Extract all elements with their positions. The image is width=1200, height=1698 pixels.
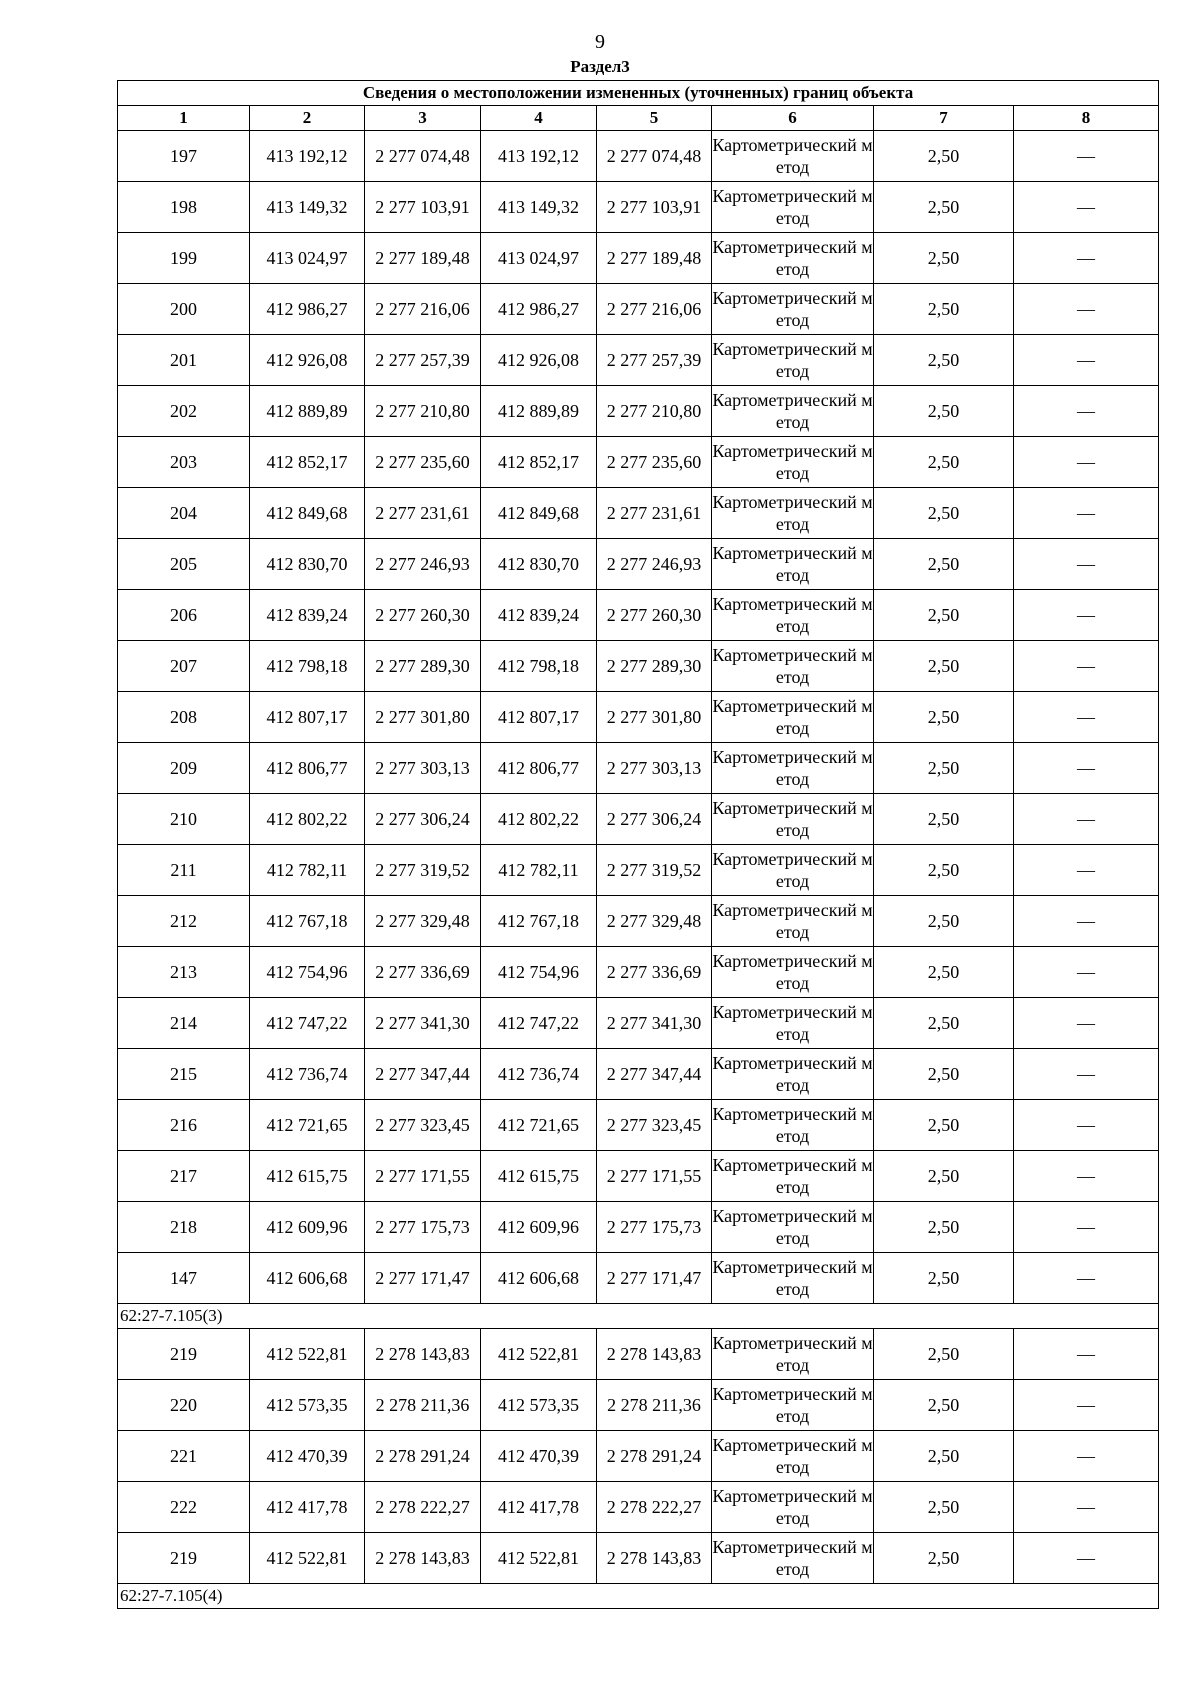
method-cell: Картометрический метод [712, 386, 874, 437]
method-cell: Картометрический метод [712, 1151, 874, 1202]
table-row [118, 386, 1159, 437]
table-row [118, 947, 1159, 998]
description-cell: — [1014, 1533, 1159, 1584]
accuracy-cell: 2,50 [874, 182, 1014, 233]
table-body [118, 131, 1159, 1609]
old-y-cell: 2 278 143,83 [365, 1329, 481, 1380]
method-cell: Картометрический метод [712, 692, 874, 743]
point-number-cell: 207 [118, 641, 250, 692]
description-cell: — [1014, 233, 1159, 284]
column-header: 8 [1014, 106, 1159, 131]
accuracy-cell: 2,50 [874, 1100, 1014, 1151]
old-x-cell: 412 889,89 [250, 386, 365, 437]
table-row [118, 998, 1159, 1049]
table-row [118, 896, 1159, 947]
table-row [118, 1431, 1159, 1482]
old-y-cell: 2 277 336,69 [365, 947, 481, 998]
new-y-cell: 2 277 171,55 [597, 1151, 712, 1202]
description-cell: — [1014, 386, 1159, 437]
point-number-cell: 205 [118, 539, 250, 590]
description-cell: — [1014, 488, 1159, 539]
new-y-cell: 2 277 341,30 [597, 998, 712, 1049]
method-cell: Картометрический метод [712, 1100, 874, 1151]
accuracy-cell: 2,50 [874, 539, 1014, 590]
accuracy-cell: 2,50 [874, 1431, 1014, 1482]
method-cell: Картометрический метод [712, 437, 874, 488]
new-y-cell: 2 278 211,36 [597, 1380, 712, 1431]
old-y-cell: 2 277 210,80 [365, 386, 481, 437]
point-number-cell: 219 [118, 1533, 250, 1584]
point-number-cell: 214 [118, 998, 250, 1049]
new-y-cell: 2 277 347,44 [597, 1049, 712, 1100]
point-number-cell: 216 [118, 1100, 250, 1151]
old-x-cell: 412 782,11 [250, 845, 365, 896]
old-y-cell: 2 278 291,24 [365, 1431, 481, 1482]
description-cell: — [1014, 284, 1159, 335]
new-x-cell: 412 522,81 [481, 1533, 597, 1584]
old-x-cell: 412 986,27 [250, 284, 365, 335]
old-y-cell: 2 277 231,61 [365, 488, 481, 539]
table-row [118, 845, 1159, 896]
new-y-cell: 2 277 336,69 [597, 947, 712, 998]
old-y-cell: 2 278 143,83 [365, 1533, 481, 1584]
new-y-cell: 2 277 260,30 [597, 590, 712, 641]
table-row [118, 1533, 1159, 1584]
accuracy-cell: 2,50 [874, 233, 1014, 284]
accuracy-cell: 2,50 [874, 1329, 1014, 1380]
old-x-cell: 412 767,18 [250, 896, 365, 947]
old-x-cell: 413 024,97 [250, 233, 365, 284]
old-x-cell: 412 806,77 [250, 743, 365, 794]
method-cell: Картометрический метод [712, 233, 874, 284]
point-number-cell: 209 [118, 743, 250, 794]
new-x-cell: 413 192,12 [481, 131, 597, 182]
new-y-cell: 2 277 175,73 [597, 1202, 712, 1253]
contour-label: 62:27-7.105(4) [118, 1584, 1159, 1609]
new-x-cell: 412 839,24 [481, 590, 597, 641]
accuracy-cell: 2,50 [874, 896, 1014, 947]
method-cell: Картометрический метод [712, 182, 874, 233]
accuracy-cell: 2,50 [874, 1049, 1014, 1100]
method-cell: Картометрический метод [712, 1380, 874, 1431]
column-header-row [118, 106, 1159, 131]
new-x-cell: 412 806,77 [481, 743, 597, 794]
old-x-cell: 412 802,22 [250, 794, 365, 845]
old-x-cell: 412 573,35 [250, 1380, 365, 1431]
point-number-cell: 217 [118, 1151, 250, 1202]
new-y-cell: 2 278 143,83 [597, 1329, 712, 1380]
table-row [118, 1049, 1159, 1100]
point-number-cell: 211 [118, 845, 250, 896]
method-cell: Картометрический метод [712, 539, 874, 590]
method-cell: Картометрический метод [712, 1253, 874, 1304]
table-row [118, 743, 1159, 794]
new-x-cell: 412 926,08 [481, 335, 597, 386]
new-y-cell: 2 277 303,13 [597, 743, 712, 794]
point-number-cell: 204 [118, 488, 250, 539]
accuracy-cell: 2,50 [874, 794, 1014, 845]
new-y-cell: 2 277 289,30 [597, 641, 712, 692]
accuracy-cell: 2,50 [874, 998, 1014, 1049]
table-row [118, 692, 1159, 743]
column-header: 6 [712, 106, 874, 131]
description-cell: — [1014, 182, 1159, 233]
old-x-cell: 412 926,08 [250, 335, 365, 386]
old-x-cell: 412 522,81 [250, 1329, 365, 1380]
accuracy-cell: 2,50 [874, 590, 1014, 641]
method-cell: Картометрический метод [712, 794, 874, 845]
old-x-cell: 412 721,65 [250, 1100, 365, 1151]
table-row [118, 233, 1159, 284]
accuracy-cell: 2,50 [874, 641, 1014, 692]
new-y-cell: 2 277 257,39 [597, 335, 712, 386]
new-x-cell: 412 807,17 [481, 692, 597, 743]
new-y-cell: 2 277 319,52 [597, 845, 712, 896]
accuracy-cell: 2,50 [874, 131, 1014, 182]
coordinates-table [117, 80, 1159, 1609]
method-cell: Картометрический метод [712, 947, 874, 998]
new-y-cell: 2 277 231,61 [597, 488, 712, 539]
new-x-cell: 412 802,22 [481, 794, 597, 845]
new-x-cell: 412 747,22 [481, 998, 597, 1049]
old-x-cell: 413 149,32 [250, 182, 365, 233]
new-y-cell: 2 277 103,91 [597, 182, 712, 233]
old-x-cell: 412 747,22 [250, 998, 365, 1049]
accuracy-cell: 2,50 [874, 1380, 1014, 1431]
point-number-cell: 220 [118, 1380, 250, 1431]
old-y-cell: 2 277 323,45 [365, 1100, 481, 1151]
description-cell: — [1014, 1049, 1159, 1100]
point-number-cell: 197 [118, 131, 250, 182]
table-caption: Сведения о местоположении измененных (уточненных) границ объекта [118, 81, 1159, 106]
point-number-cell: 212 [118, 896, 250, 947]
description-cell: — [1014, 1482, 1159, 1533]
new-y-cell: 2 277 171,47 [597, 1253, 712, 1304]
page-number: 9 [595, 31, 605, 53]
table-row [118, 1482, 1159, 1533]
table-row [118, 1253, 1159, 1304]
new-x-cell: 412 767,18 [481, 896, 597, 947]
new-y-cell: 2 277 074,48 [597, 131, 712, 182]
point-number-cell: 200 [118, 284, 250, 335]
method-cell: Картометрический метод [712, 1202, 874, 1253]
accuracy-cell: 2,50 [874, 1253, 1014, 1304]
method-cell: Картометрический метод [712, 845, 874, 896]
point-number-cell: 203 [118, 437, 250, 488]
new-x-cell: 412 736,74 [481, 1049, 597, 1100]
point-number-cell: 202 [118, 386, 250, 437]
table-row [118, 794, 1159, 845]
table-row [118, 590, 1159, 641]
description-cell: — [1014, 1380, 1159, 1431]
column-header: 3 [365, 106, 481, 131]
new-x-cell: 412 606,68 [481, 1253, 597, 1304]
table-caption-row [118, 81, 1159, 106]
new-y-cell: 2 277 329,48 [597, 896, 712, 947]
description-cell: — [1014, 947, 1159, 998]
new-y-cell: 2 278 291,24 [597, 1431, 712, 1482]
new-x-cell: 412 798,18 [481, 641, 597, 692]
new-x-cell: 412 754,96 [481, 947, 597, 998]
old-y-cell: 2 277 074,48 [365, 131, 481, 182]
table-row [118, 437, 1159, 488]
method-cell: Картометрический метод [712, 1329, 874, 1380]
method-cell: Картометрический метод [712, 743, 874, 794]
old-y-cell: 2 277 306,24 [365, 794, 481, 845]
method-cell: Картометрический метод [712, 1482, 874, 1533]
point-number-cell: 215 [118, 1049, 250, 1100]
old-y-cell: 2 277 303,13 [365, 743, 481, 794]
new-x-cell: 412 609,96 [481, 1202, 597, 1253]
table-row [118, 1329, 1159, 1380]
old-y-cell: 2 277 260,30 [365, 590, 481, 641]
new-y-cell: 2 277 216,06 [597, 284, 712, 335]
method-cell: Картометрический метод [712, 131, 874, 182]
old-y-cell: 2 277 171,55 [365, 1151, 481, 1202]
old-y-cell: 2 277 319,52 [365, 845, 481, 896]
column-header: 7 [874, 106, 1014, 131]
old-y-cell: 2 277 257,39 [365, 335, 481, 386]
description-cell: — [1014, 539, 1159, 590]
table-row [118, 1151, 1159, 1202]
new-x-cell: 412 889,89 [481, 386, 597, 437]
description-cell: — [1014, 1100, 1159, 1151]
new-x-cell: 412 573,35 [481, 1380, 597, 1431]
table-row [118, 131, 1159, 182]
old-y-cell: 2 278 222,27 [365, 1482, 481, 1533]
accuracy-cell: 2,50 [874, 488, 1014, 539]
accuracy-cell: 2,50 [874, 845, 1014, 896]
old-x-cell: 412 830,70 [250, 539, 365, 590]
old-y-cell: 2 277 171,47 [365, 1253, 481, 1304]
old-y-cell: 2 278 211,36 [365, 1380, 481, 1431]
point-number-cell: 210 [118, 794, 250, 845]
new-y-cell: 2 277 246,93 [597, 539, 712, 590]
column-header: 1 [118, 106, 250, 131]
point-number-cell: 208 [118, 692, 250, 743]
description-cell: — [1014, 1253, 1159, 1304]
point-number-cell: 222 [118, 1482, 250, 1533]
description-cell: — [1014, 590, 1159, 641]
method-cell: Картометрический метод [712, 896, 874, 947]
new-x-cell: 412 986,27 [481, 284, 597, 335]
method-cell: Картометрический метод [712, 488, 874, 539]
new-y-cell: 2 277 210,80 [597, 386, 712, 437]
accuracy-cell: 2,50 [874, 284, 1014, 335]
new-y-cell: 2 277 323,45 [597, 1100, 712, 1151]
description-cell: — [1014, 1151, 1159, 1202]
description-cell: — [1014, 998, 1159, 1049]
new-x-cell: 412 470,39 [481, 1431, 597, 1482]
description-cell: — [1014, 743, 1159, 794]
description-cell: — [1014, 896, 1159, 947]
column-header: 4 [481, 106, 597, 131]
old-y-cell: 2 277 301,80 [365, 692, 481, 743]
old-x-cell: 413 192,12 [250, 131, 365, 182]
new-y-cell: 2 278 222,27 [597, 1482, 712, 1533]
description-cell: — [1014, 1431, 1159, 1482]
new-x-cell: 412 615,75 [481, 1151, 597, 1202]
old-x-cell: 412 470,39 [250, 1431, 365, 1482]
method-cell: Картометрический метод [712, 1049, 874, 1100]
accuracy-cell: 2,50 [874, 1533, 1014, 1584]
old-y-cell: 2 277 189,48 [365, 233, 481, 284]
table-row [118, 488, 1159, 539]
old-x-cell: 412 798,18 [250, 641, 365, 692]
method-cell: Картометрический метод [712, 1533, 874, 1584]
old-y-cell: 2 277 289,30 [365, 641, 481, 692]
table-row [118, 1380, 1159, 1431]
new-x-cell: 413 024,97 [481, 233, 597, 284]
description-cell: — [1014, 641, 1159, 692]
old-y-cell: 2 277 235,60 [365, 437, 481, 488]
new-y-cell: 2 278 143,83 [597, 1533, 712, 1584]
old-x-cell: 412 852,17 [250, 437, 365, 488]
old-x-cell: 412 839,24 [250, 590, 365, 641]
section-title: Раздел3 [570, 57, 630, 76]
description-cell: — [1014, 1202, 1159, 1253]
description-cell: — [1014, 692, 1159, 743]
point-number-cell: 221 [118, 1431, 250, 1482]
new-x-cell: 412 852,17 [481, 437, 597, 488]
point-number-cell: 218 [118, 1202, 250, 1253]
old-y-cell: 2 277 175,73 [365, 1202, 481, 1253]
new-x-cell: 412 522,81 [481, 1329, 597, 1380]
old-x-cell: 412 606,68 [250, 1253, 365, 1304]
old-x-cell: 412 754,96 [250, 947, 365, 998]
new-y-cell: 2 277 301,80 [597, 692, 712, 743]
accuracy-cell: 2,50 [874, 1482, 1014, 1533]
contour-label-row [118, 1304, 1159, 1329]
new-x-cell: 412 721,65 [481, 1100, 597, 1151]
method-cell: Картометрический метод [712, 998, 874, 1049]
accuracy-cell: 2,50 [874, 335, 1014, 386]
contour-label: 62:27-7.105(3) [118, 1304, 1159, 1329]
new-y-cell: 2 277 189,48 [597, 233, 712, 284]
accuracy-cell: 2,50 [874, 743, 1014, 794]
new-y-cell: 2 277 235,60 [597, 437, 712, 488]
table-row [118, 284, 1159, 335]
old-x-cell: 412 849,68 [250, 488, 365, 539]
column-header: 5 [597, 106, 712, 131]
accuracy-cell: 2,50 [874, 1202, 1014, 1253]
point-number-cell: 219 [118, 1329, 250, 1380]
point-number-cell: 213 [118, 947, 250, 998]
new-x-cell: 412 782,11 [481, 845, 597, 896]
description-cell: — [1014, 845, 1159, 896]
new-x-cell: 413 149,32 [481, 182, 597, 233]
old-x-cell: 412 522,81 [250, 1533, 365, 1584]
method-cell: Картометрический метод [712, 1431, 874, 1482]
accuracy-cell: 2,50 [874, 947, 1014, 998]
method-cell: Картометрический метод [712, 590, 874, 641]
point-number-cell: 198 [118, 182, 250, 233]
method-cell: Картометрический метод [712, 335, 874, 386]
point-number-cell: 199 [118, 233, 250, 284]
old-y-cell: 2 277 347,44 [365, 1049, 481, 1100]
old-x-cell: 412 609,96 [250, 1202, 365, 1253]
table-row [118, 539, 1159, 590]
table-row [118, 182, 1159, 233]
description-cell: — [1014, 1329, 1159, 1380]
accuracy-cell: 2,50 [874, 437, 1014, 488]
new-x-cell: 412 849,68 [481, 488, 597, 539]
table-row [118, 1202, 1159, 1253]
column-header: 2 [250, 106, 365, 131]
description-cell: — [1014, 437, 1159, 488]
accuracy-cell: 2,50 [874, 692, 1014, 743]
old-y-cell: 2 277 103,91 [365, 182, 481, 233]
new-x-cell: 412 417,78 [481, 1482, 597, 1533]
table-row [118, 1100, 1159, 1151]
description-cell: — [1014, 131, 1159, 182]
old-x-cell: 412 807,17 [250, 692, 365, 743]
old-x-cell: 412 736,74 [250, 1049, 365, 1100]
old-y-cell: 2 277 329,48 [365, 896, 481, 947]
old-x-cell: 412 615,75 [250, 1151, 365, 1202]
new-x-cell: 412 830,70 [481, 539, 597, 590]
table-row [118, 335, 1159, 386]
contour-label-row [118, 1584, 1159, 1609]
method-cell: Картометрический метод [712, 284, 874, 335]
method-cell: Картометрический метод [712, 641, 874, 692]
description-cell: — [1014, 794, 1159, 845]
old-x-cell: 412 417,78 [250, 1482, 365, 1533]
point-number-cell: 201 [118, 335, 250, 386]
old-y-cell: 2 277 246,93 [365, 539, 481, 590]
old-y-cell: 2 277 216,06 [365, 284, 481, 335]
accuracy-cell: 2,50 [874, 1151, 1014, 1202]
accuracy-cell: 2,50 [874, 386, 1014, 437]
old-y-cell: 2 277 341,30 [365, 998, 481, 1049]
new-y-cell: 2 277 306,24 [597, 794, 712, 845]
table-row [118, 641, 1159, 692]
point-number-cell: 147 [118, 1253, 250, 1304]
description-cell: — [1014, 335, 1159, 386]
point-number-cell: 206 [118, 590, 250, 641]
